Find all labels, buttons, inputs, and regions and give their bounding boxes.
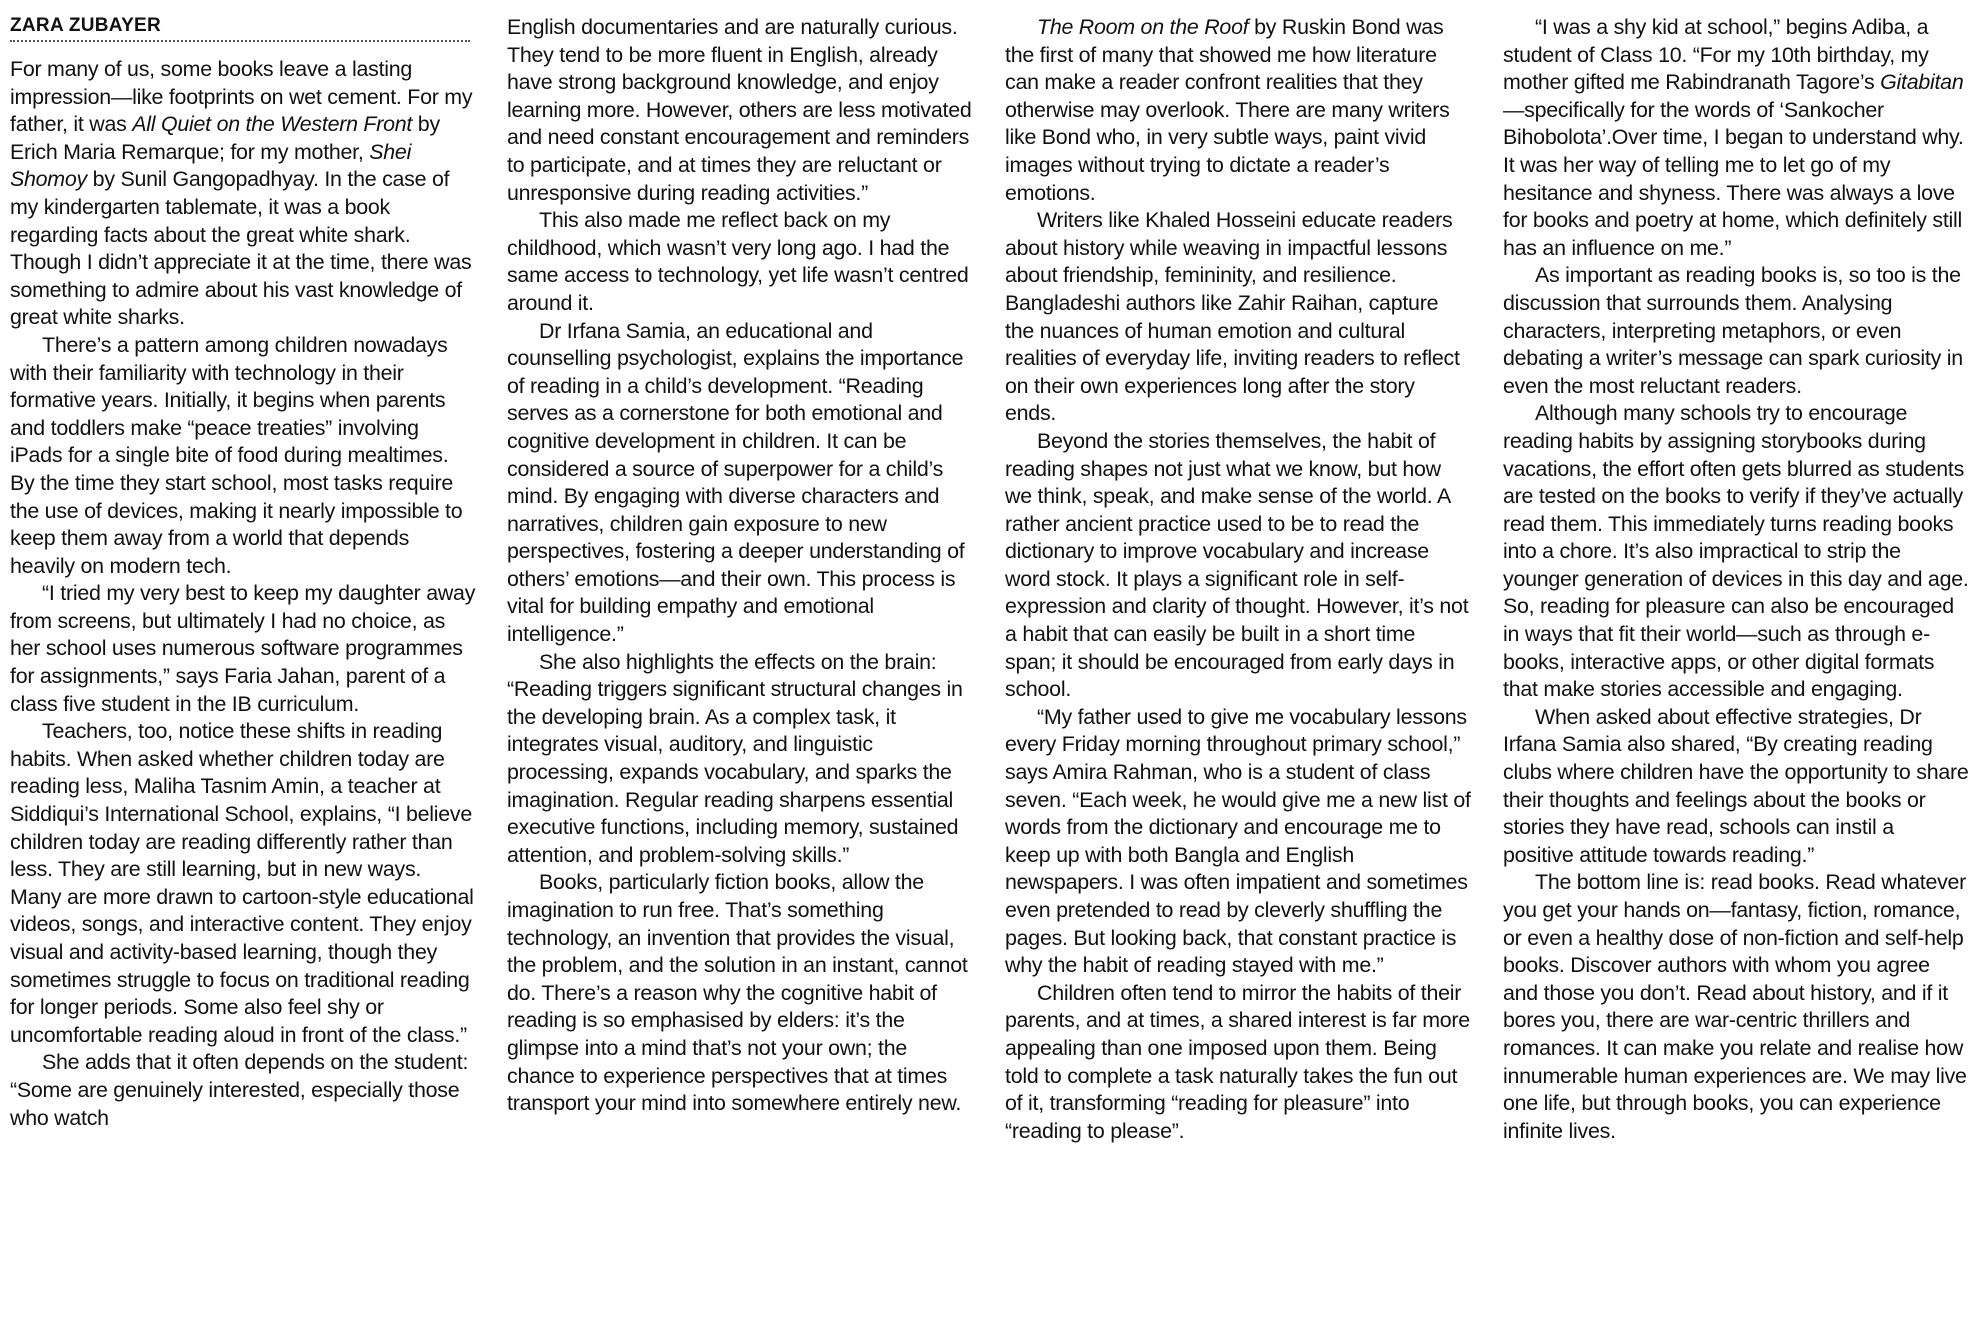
article-paragraph xyxy=(1005,980,1471,1146)
article-paragraph xyxy=(1503,704,1969,870)
paragraph-text: Although many schools try to encourage reading habits by assigning storybooks during vacations, the effort often gets blurred as students are tested on the books to verify if they’ve actually read them. This immediately turns reading books into a chore. It’s also impractical to strip the younger generation of devices in this day and age. So, reading for pleasure can also be encouraged in ways that fit their world—such as through e-books, interactive apps, or other digital formats that make stories accessible and engaging. xyxy=(1503,401,1969,702)
paragraph-text: “My father used to give me vocabulary lessons every Friday morning throughout primary school,” says Amira Rahman, who is a student of class seven. “Each week, he would give me a new list of words from the dictionary and encourage me to keep up with both Bangla and English newspapers. I was often impatient and sometimes even pretended to read by cleverly shuffling the pages. But looking back, that constant practice is why the habit of reading stayed with me.” xyxy=(1005,704,1471,978)
article-column-1 xyxy=(10,14,476,1326)
paragraph-text: Children often tend to mirror the habits of their parents, and at times, a shared interest is far more appealing than one imposed upon them. Being told to complete a task naturally takes the fun out of it, transforming “reading for pleasure” into “reading to please”. xyxy=(1005,980,1470,1143)
paragraph-text: As important as reading books is, so too is the discussion that surrounds them. Analysing characters, interpreting metaphors, or even debating a writer’s message can spark curiosity in even the most reluctant readers. xyxy=(1503,263,1963,398)
byline-dotted-rule xyxy=(10,40,470,42)
article-paragraph xyxy=(10,580,476,718)
paragraph-text: “I was a shy kid at school,” begins Adiba, a student of Class 10. “For my 10th birthday, my mother gifted me Rabindranath Tagore’s xyxy=(1503,15,1929,95)
paragraph-text: by Erich Maria Remarque; for my mother, xyxy=(10,112,440,164)
paragraph-text: She also highlights the effects on the brain: “Reading triggers significant structural changes in the developing brain. As a complex task, it integrates visual, auditory, and linguistic processing, expands vocabulary, and sparks the imagination. Regular reading sharpens essential executive functions, including memory, sustained attention, and problem-solving skills.” xyxy=(507,649,963,867)
article-paragraph xyxy=(10,332,476,580)
column-3-body xyxy=(1005,14,1471,1145)
article-column-3 xyxy=(1005,14,1471,1326)
article-column-2 xyxy=(507,14,973,1326)
article-paragraph xyxy=(1503,14,1969,262)
article-paragraph xyxy=(1005,14,1471,207)
article-paragraph xyxy=(1005,704,1471,980)
paragraph-text: Writers like Khaled Hosseini educate readers about history while weaving in impactful lessons about friendship, femininity, and resilience. Bangladeshi authors like Zahir Raihan, capture the nuances of human emotion and cultural realities of everyday life, inviting readers to reflect on their own experiences long after the story ends. xyxy=(1005,208,1460,426)
paragraph-text: When asked about effective strategies, Dr Irfana Samia also shared, “By creating reading clubs where children have the opportunity to share their thoughts and feelings about the books or stories they have read, schools can instil a positive attitude towards reading.” xyxy=(1503,704,1969,867)
article-paragraph xyxy=(10,718,476,1049)
article-paragraph xyxy=(10,1049,476,1132)
article-paragraph xyxy=(10,56,476,332)
paragraph-text: by Ruskin Bond was the first of many that showed me how literature can make a reader confront realities that they otherwise may overlook. There are many writers like Bond who, in very subtle ways, paint vivid images without trying to dictate a reader’s emotions. xyxy=(1005,15,1450,205)
article-paragraph xyxy=(1503,262,1969,400)
paragraph-text: The bottom line is: read books. Read whatever you get your hands on—fantasy, fiction, romance, or even a healthy dose of non-fiction and self-help books. Discover authors with whom you agree and those you don’t. Read about history, and if it bores you, there are war-centric thrillers and romances. It can make you relate and realise how innumerable human experiences are. We may live one life, but through books, you can experience infinite lives. xyxy=(1503,870,1967,1143)
paragraph-text: This also made me reflect back on my childhood, which wasn’t very long ago. I had the same access to technology, yet life wasn’t centred around it. xyxy=(507,208,969,315)
article-paragraph xyxy=(1503,400,1969,704)
article-paragraph xyxy=(1005,428,1471,704)
paragraph-text: English documentaries and are naturally curious. They tend to be more fluent in English, already have strong background knowledge, and enjoy learning more. However, others are less motivated and need constant encouragement and reminders to participate, and at times they are reluctant or unresponsive during reading activities.” xyxy=(507,15,972,205)
article-column-4 xyxy=(1503,14,1969,1326)
paragraph-text: Books, particularly fiction books, allow the imagination to run free. That’s something technology, an invention that provides the visual, the problem, and the solution in an instant, cannot do. There’s a reason why the cognitive habit of reading is so emphasised by elders: it’s the glimpse into a mind that’s not your own; the chance to experience perspectives that at times transport your mind into somewhere entirely new. xyxy=(507,870,968,1116)
article-paragraph xyxy=(507,869,973,1117)
paragraph-text: Beyond the stories themselves, the habit of reading shapes not just what we know, but how we think, speak, and make sense of the world. A rather ancient practice used to be to read the dictionary to improve vocabulary and increase word stock. It plays a significant role in self-expression and clarity of thought. However, it’s not a habit that can easily be built in a short time span; it should be encouraged from early days in school. xyxy=(1005,428,1469,702)
article-paragraph xyxy=(1503,869,1969,1145)
paragraph-text: She adds that it often depends on the student: “Some are genuinely interested, especially those who watch xyxy=(10,1050,469,1130)
paragraph-text: “I tried my very best to keep my daughter away from screens, but ultimately I had no choice, as her school uses numerous software programmes for assignments,” says Faria Jahan, parent of a class five student in the IB curriculum. xyxy=(10,581,476,716)
paragraph-text: There’s a pattern among children nowadays with their familiarity with technology in their formative years. Initially, it begins when parents and toddlers make “peace treaties” involving iPads for a single bite of food during mealtimes. By the time they start school, most tasks require the use of devices, making it nearly impossible to keep them away from a world that depends heavily on modern tech. xyxy=(10,332,463,578)
italic-title-text: Shei Shomoy xyxy=(10,139,412,192)
article-paragraph xyxy=(507,649,973,870)
column-1-body xyxy=(10,56,476,1132)
italic-title-text: All Quiet on the Western Front xyxy=(132,112,413,137)
paragraph-text: by Sunil Gangopadhyay. In the case of my kindergarten tablemate, it was a book regarding facts about the great white shark. Though I didn’t appreciate it at the time, there was something to admire about his vast knowledge of great white sharks. xyxy=(10,167,472,330)
paragraph-text: Dr Irfana Samia, an educational and counselling psychologist, explains the importance of reading in a child’s development. “Reading serves as a cornerstone for both emotional and cognitive development in children. It can be considered a source of superpower for a child’s mind. By engaging with diverse characters and narratives, children gain exposure to new perspectives, fostering a deeper understanding of others’ emotions—and their own. This process is vital for building empathy and emotional intelligence.” xyxy=(507,318,965,647)
article-paragraph xyxy=(507,207,973,317)
byline: ZARA ZUBAYER xyxy=(10,15,162,36)
article-page xyxy=(10,14,1969,1326)
italic-title-text: Gitabitan xyxy=(1880,70,1964,95)
column-4-body xyxy=(1503,14,1969,1145)
italic-title-text: The Room on the Roof xyxy=(1037,15,1249,39)
paragraph-text: For many of us, some books leave a lasting impression—like footprints on wet cement. For my father, it was xyxy=(10,57,473,137)
article-paragraph xyxy=(1005,207,1471,428)
column-2-body xyxy=(507,14,973,1118)
paragraph-text: Teachers, too, notice these shifts in reading habits. When asked whether children today are reading less, Maliha Tasnim Amin, a teacher at Siddiqui’s International School, explains, “I believe children today are reading differently rather than less. They are still learning, but in new ways. Many are more drawn to cartoon-style educational videos, songs, and interactive content. They enjoy visual and activity-based learning, though they sometimes struggle to focus on traditional reading for longer periods. Some also feel shy or uncomfortable reading aloud in front of the class.” xyxy=(10,719,474,1047)
article-paragraph xyxy=(507,14,973,207)
paragraph-text: —specifically for the words of ‘Sankocher Bihobolota’.Over time, I began to understand why. It was her way of telling me to let go of my hesitance and shyness. There was always a love for books and poetry at home, which definitely still has an influence on me.” xyxy=(1503,97,1964,260)
article-paragraph xyxy=(507,318,973,649)
